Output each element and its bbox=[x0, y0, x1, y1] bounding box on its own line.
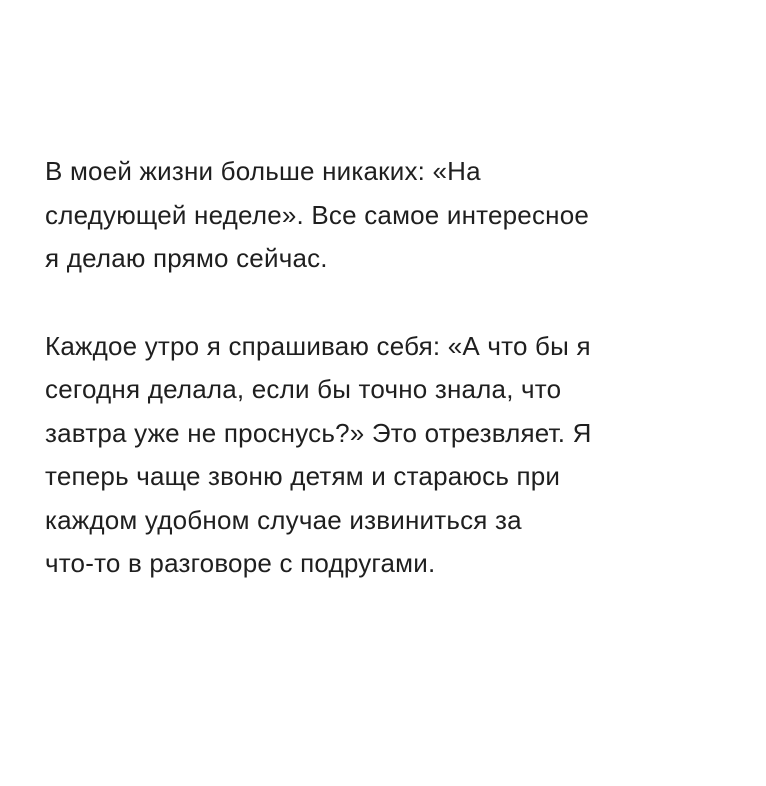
text-line: каждом удобном случае извиниться за bbox=[45, 504, 522, 535]
text-line: теперь чаще звоню детям и стараюсь при bbox=[45, 461, 561, 491]
text-line: сегодня делала, если бы точно знала, что bbox=[45, 374, 562, 404]
quote-paragraph-1 bbox=[45, 150, 728, 281]
text-line: завтра уже не проснусь?» Это отрезвляет. Я bbox=[45, 417, 592, 448]
text-line: следующей неделе». Все самое интересное bbox=[45, 199, 590, 230]
text-line: я делаю прямо сейчас. bbox=[45, 243, 328, 273]
text-line: В моей жизни больше никаких: «На bbox=[45, 156, 481, 186]
text-line: Каждое утро я спрашиваю себя: «А что бы я bbox=[45, 330, 591, 361]
quote-paragraph-2 bbox=[45, 325, 728, 586]
text-line: что-то в разговоре с подругами. bbox=[45, 548, 436, 578]
